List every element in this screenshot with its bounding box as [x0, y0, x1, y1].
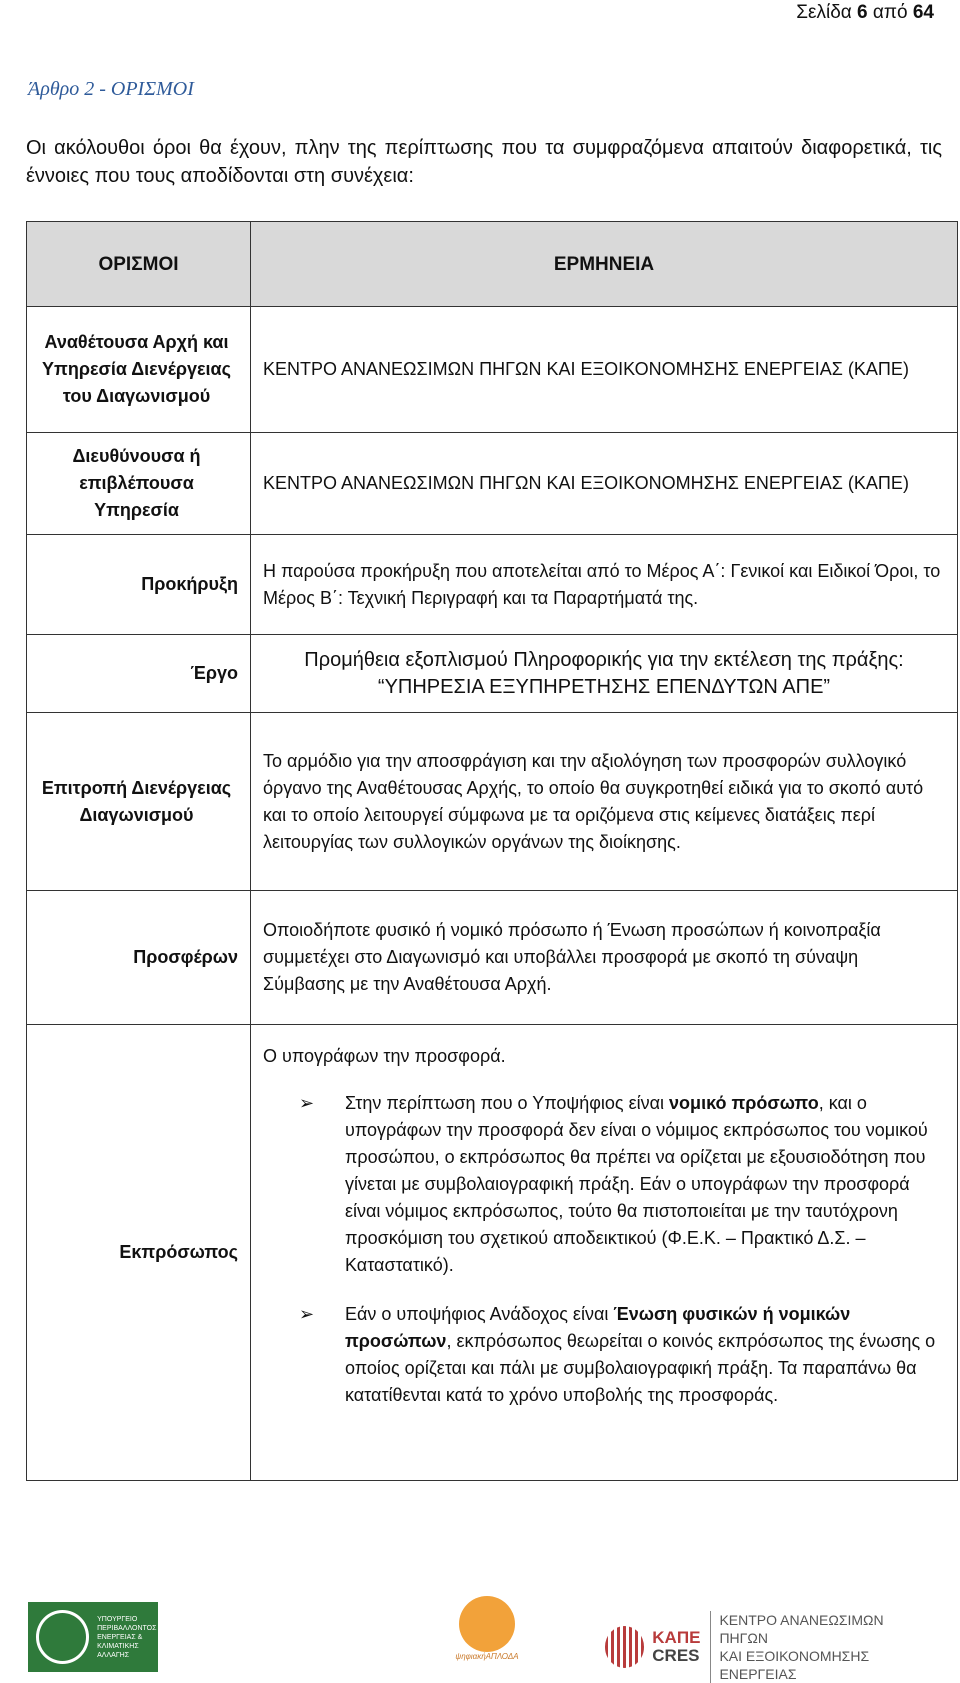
cres-fullname-line: ΚΕΝΤΡΟ ΑΝΑΝΕΩΣΙΜΩΝ ΠΗΓΩΝ — [719, 1612, 884, 1646]
definition-cell: ΚΕΝΤΡΟ ΑΝΑΝΕΩΣΙΜΩΝ ΠΗΓΩΝ ΚΑΙ ΕΞΟΙΚΟΝΟΜΗΣΗΣ ΕΝΕΡΓΕΙΑΣ (ΚΑΠΕ) — [251, 307, 958, 433]
table-row — [27, 1025, 958, 1481]
table-row — [27, 433, 958, 535]
article-title: Άρθρο 2 - ΟΡΙΣΜΟΙ — [28, 78, 194, 100]
definition-cell: Το αρμόδιο για την αποσφράγιση και την αξιολόγηση των προσφορών συλλογικό όργανο της Αναθέτουσας Αρχής, το οποίο θα συγκροτηθεί ειδικά για το σκοπό αυτό και το οποίο λειτουργεί σύμφωνα με τα οριζόμενα στις κείμενες διατάξεις περί λειτουργίας των συλλογικών οργάνων της διοίκησης. — [251, 713, 958, 891]
cres-fullname-line: ΚΑΙ ΕΞΟΙΚΟΝΟΜΗΣΗΣ ΕΝΕΡΓΕΙΑΣ — [719, 1648, 870, 1682]
term-cell: Εκπρόσωπος — [27, 1025, 251, 1481]
header-terms: ΟΡΙΣΜΟΙ — [27, 222, 251, 307]
table-row — [27, 891, 958, 1025]
page-label: Σελίδα — [796, 2, 852, 23]
arrow-bullet-icon: ➢ — [299, 1304, 315, 1324]
header-interpretation: ΕΡΜΗΝΕΙΑ — [251, 222, 958, 307]
bullet-bold: νομικό πρόσωπο — [669, 1093, 819, 1113]
table-row — [27, 535, 958, 635]
footer-logos — [0, 1592, 960, 1682]
table-row — [27, 713, 958, 891]
table-row — [27, 307, 958, 433]
bullet-text: Στην περίπτωση που ο Υποψήφιος είναι — [345, 1093, 670, 1113]
list-item — [299, 1090, 945, 1279]
bullet-bold: Ένωση φυσικών ή νομικών προσώπων — [345, 1304, 851, 1351]
cres-logo — [605, 1612, 935, 1682]
term-cell: Προκήρυξη — [27, 535, 251, 635]
table-row — [27, 635, 958, 713]
page-number — [796, 2, 934, 24]
ministry-emblem-icon — [36, 1610, 89, 1664]
cres-brand-greek: ΚΑΠΕ — [652, 1628, 701, 1647]
cres-brand — [652, 1629, 700, 1665]
bullet-list — [263, 1090, 945, 1409]
page-current: 6 — [857, 2, 868, 23]
definition-cell: Οποιοδήποτε φυσικό ή νομικό πρόσωπο ή Ένωση προσώπων ή κοινοπραξία συμμετέχει στο Διαγωνισμό και υποβάλλει προσφορά με σκοπό τη σύναψη Σύμβασης με την Αναθέτουσα Αρχή. — [251, 891, 958, 1025]
bullet-text: , εκπρόσωπος θεωρείται ο κοινός εκπρόσωπος της ένωσης ο οποίος ορίζεται και πάλι με συμβολαιογραφική πράξη. Τα παραπάνω θα κατατίθενται κατά το χρόνο υποβολής της προσφοράς. — [345, 1331, 936, 1405]
cres-fullname — [710, 1611, 935, 1683]
definition-line: “ΥΠΗΡΕΣΙΑ ΕΞΥΠΗΡΕΤΗΣΗΣ ΕΠΕΝΔΥΤΩΝ ΑΠΕ” — [377, 675, 831, 698]
cres-brand-latin: CRES — [652, 1646, 700, 1665]
definition-line: Προμήθεια εξοπλισμού Πληροφορικής για την εκτέλεση της πράξης: — [304, 648, 904, 671]
page-of: από — [872, 2, 908, 23]
term-cell: Προσφέρων — [27, 891, 251, 1025]
definition-cell: Η παρούσα προκήρυξη που αποτελείται από το Μέρος Α΄: Γενικοί και Ειδικοί Όροι, το Μέρος Β΄: Τεχνική Περιγραφή και τα Παραρτήματά της. — [251, 535, 958, 635]
bullet-text: Εάν ο υποψήφιος Ανάδοχος είναι — [345, 1304, 614, 1324]
intro-paragraph: Οι ακόλουθοι όροι θα έχουν, πλην της περίπτωσης που τα συμφραζόμενα απαιτούν διαφορετικά, τις έννοιες που τους αποδίδονται στη συνέχεια: — [26, 137, 942, 187]
term-cell: Επιτροπή Διενέργειας Διαγωνισμού — [27, 713, 251, 891]
term-cell: Διευθύνουσα ή επιβλέπουσα Υπηρεσία — [27, 433, 251, 535]
definition-intro: Ο υπογράφων την προσφορά. — [263, 1046, 506, 1066]
page-total: 64 — [912, 2, 934, 23]
bullet-text: , και ο υπογράφων την προσφορά δεν είναι ο νόμιμος εκπρόσωπος του νομικού προσώπου, ο εκπρόσωπος θα πρέπει να ορίζεται με εξουσιοδότηση που γίνεται με συμβολαιογραφική πράξη. Εάν ο υπογράφων την προσφορά είναι νόμιμος εκπρόσωπος, τούτο θα πιστοποιείται με την ταυτόχρονη προσκόμιση του σχετικού αποδεικτικού (Φ.Ε.Κ. – Πρακτικό Δ.Σ. – Καταστατικό). — [345, 1093, 928, 1275]
table-header-row — [27, 222, 958, 307]
definition-cell — [251, 635, 958, 713]
digital-simplification-logo — [452, 1596, 522, 1674]
ministry-logo-text: ΥΠΟΥΡΓΕΙΟ ΠΕΡΙΒΑΛΛΟΝΤΟΣ ΕΝΕΡΓΕΙΑΣ & ΚΛΙΜΑΤΙΚΗΣ ΑΛΛΑΓΗΣ — [97, 1615, 157, 1659]
digital-logo-text: ψηφιακήΑΠΛΟΔΑ — [455, 1652, 519, 1661]
ministry-logo — [28, 1602, 158, 1672]
cres-emblem-icon — [605, 1626, 644, 1668]
term-cell: Αναθέτουσα Αρχή και Υπηρεσία Διενέργειας του Διαγωνισμού — [27, 307, 251, 433]
definition-cell: ΚΕΝΤΡΟ ΑΝΑΝΕΩΣΙΜΩΝ ΠΗΓΩΝ ΚΑΙ ΕΞΟΙΚΟΝΟΜΗΣΗΣ ΕΝΕΡΓΕΙΑΣ (ΚΑΠΕ) — [251, 433, 958, 535]
list-item — [299, 1301, 945, 1409]
term-cell: Έργο — [27, 635, 251, 713]
digital-emblem-icon — [459, 1596, 515, 1652]
definition-cell — [251, 1025, 958, 1481]
definitions-table — [26, 221, 958, 1481]
arrow-bullet-icon: ➢ — [299, 1093, 315, 1113]
